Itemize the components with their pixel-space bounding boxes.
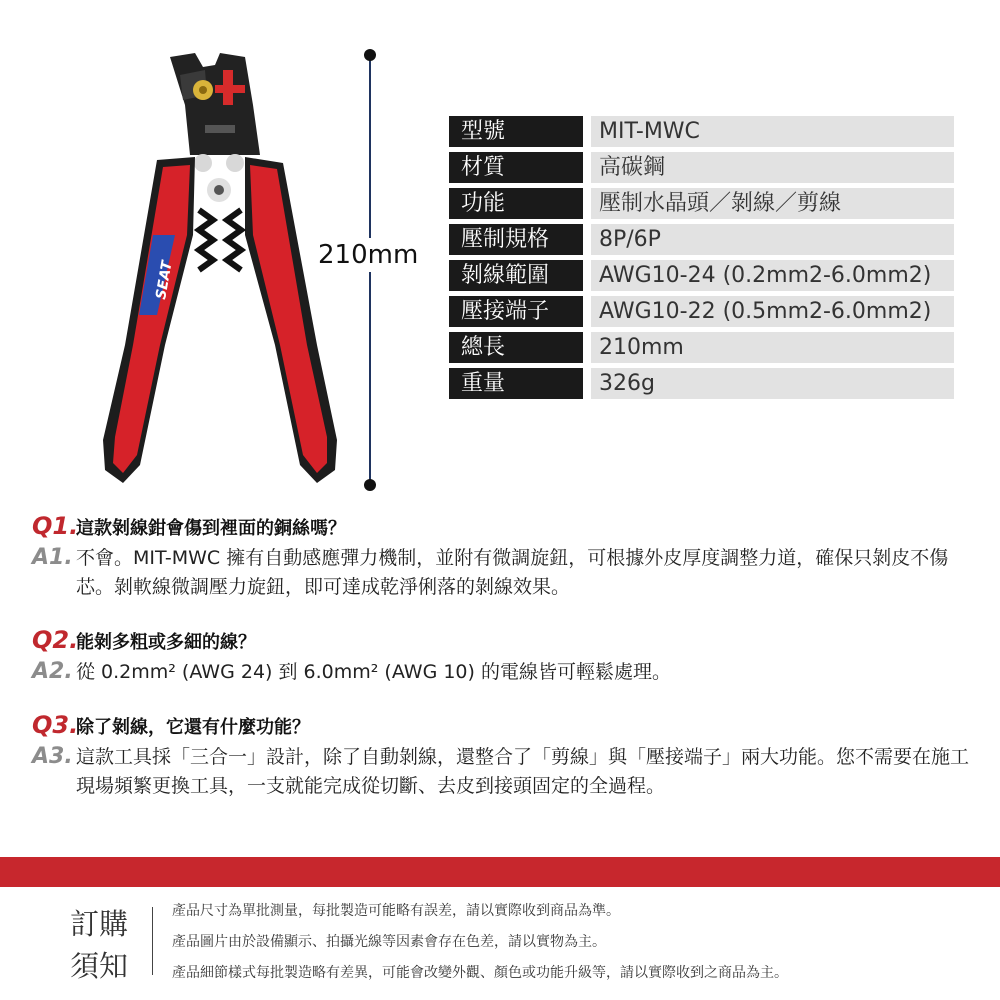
spec-key: 總長 bbox=[449, 332, 583, 363]
spec-key: 材質 bbox=[449, 152, 583, 183]
dimension-dot-top bbox=[364, 49, 376, 61]
notice-title: 訂購須知 bbox=[70, 907, 129, 983]
question-text: 能剝多粗或多細的線？ bbox=[76, 632, 256, 653]
answer-number: A1. bbox=[32, 545, 73, 570]
question-number: Q3. bbox=[32, 711, 79, 739]
wire-stripper-image bbox=[95, 45, 355, 495]
spec-key: 壓接端子 bbox=[449, 296, 583, 327]
notice-line: 產品細節樣式每批製造略有差異，可能會改變外觀、顏色或功能升級等，請以實際收到之商品為主。 bbox=[172, 965, 788, 981]
spec-row bbox=[449, 296, 954, 327]
spec-value-cell bbox=[583, 152, 954, 183]
question-number: Q1. bbox=[32, 512, 79, 540]
spec-row bbox=[449, 188, 954, 219]
spec-row bbox=[449, 224, 954, 255]
spec-row bbox=[449, 152, 954, 183]
spec-value-cell bbox=[583, 188, 954, 219]
faq-question-row bbox=[32, 626, 972, 654]
faq-item bbox=[32, 512, 972, 602]
answer-number: A2. bbox=[32, 659, 73, 684]
spec-value-cell bbox=[583, 224, 954, 255]
spec-value: 8P/6P bbox=[599, 227, 661, 252]
faq-answer-row bbox=[32, 658, 972, 687]
brand-logo: SEAT bbox=[153, 259, 176, 301]
spec-value: AWG10-22 (0.5mm2-6.0mm2) bbox=[599, 299, 932, 324]
length-label: 210mm bbox=[318, 238, 428, 272]
question-number: Q2. bbox=[32, 626, 79, 654]
spec-value-cell bbox=[583, 332, 954, 363]
red-divider-band bbox=[0, 857, 1000, 887]
spec-row bbox=[449, 368, 954, 399]
question-text: 這款剝線鉗會傷到裡面的銅絲嗎？ bbox=[76, 518, 346, 539]
faq-answer-row bbox=[32, 544, 972, 602]
notice-lines bbox=[172, 903, 972, 996]
spec-value: MIT-MWC bbox=[599, 119, 700, 144]
spec-value-cell bbox=[583, 260, 954, 291]
faq-question-row bbox=[32, 711, 972, 739]
answer-text: 這款工具採「三合一」設計，除了自動剝線，還整合了「剪線」與「壓接端子」兩大功能。您不需要在施工現場頻繁更換工具，一支就能完成從切斷、去皮到接頭固定的全過程。 bbox=[76, 746, 970, 797]
spec-value: 210mm bbox=[599, 335, 684, 360]
spec-key: 壓制規格 bbox=[449, 224, 583, 255]
spec-value: 壓制水晶頭／剝線／剪線 bbox=[599, 191, 842, 216]
spec-table bbox=[449, 116, 954, 404]
spec-row bbox=[449, 332, 954, 363]
faq-question-row bbox=[32, 512, 972, 540]
spec-value-cell bbox=[583, 116, 954, 147]
answer-text: 不會。MIT-MWC 擁有自動感應彈力機制，並附有微調旋鈕，可根據外皮厚度調整力道，確保只剝皮不傷芯。剝軟線微調壓力旋鈕，即可達成乾淨俐落的剝線效果。 bbox=[76, 547, 949, 598]
faq-answer-row bbox=[32, 743, 972, 801]
faq-item bbox=[32, 626, 972, 687]
faq-item bbox=[32, 711, 972, 801]
spec-value-cell bbox=[583, 368, 954, 399]
spec-key: 重量 bbox=[449, 368, 583, 399]
spec-key: 剝線範圍 bbox=[449, 260, 583, 291]
spec-value: 高碳鋼 bbox=[599, 155, 666, 180]
question-text: 除了剝線，它還有什麼功能？ bbox=[76, 717, 310, 738]
dimension-dot-bottom bbox=[364, 479, 376, 491]
spec-value: AWG10-24 (0.2mm2-6.0mm2) bbox=[599, 263, 932, 288]
spec-key: 功能 bbox=[449, 188, 583, 219]
spec-value-cell bbox=[583, 296, 954, 327]
spec-value: 326g bbox=[599, 371, 655, 396]
spec-row bbox=[449, 260, 954, 291]
answer-number: A3. bbox=[32, 744, 73, 769]
notice-line: 產品尺寸為單批測量，每批製造可能略有誤差，請以實際收到商品為準。 bbox=[172, 903, 620, 919]
spec-key: 型號 bbox=[449, 116, 583, 147]
spec-row bbox=[449, 116, 954, 147]
notice-line: 產品圖片由於設備顯示、拍攝光線等因素會存在色差，請以實物為主。 bbox=[172, 934, 606, 950]
answer-text: 從 0.2mm² (AWG 24) 到 6.0mm² (AWG 10) 的電線皆可輕鬆處理。 bbox=[76, 661, 671, 683]
faq-section bbox=[32, 512, 972, 825]
notice-divider bbox=[152, 907, 153, 975]
